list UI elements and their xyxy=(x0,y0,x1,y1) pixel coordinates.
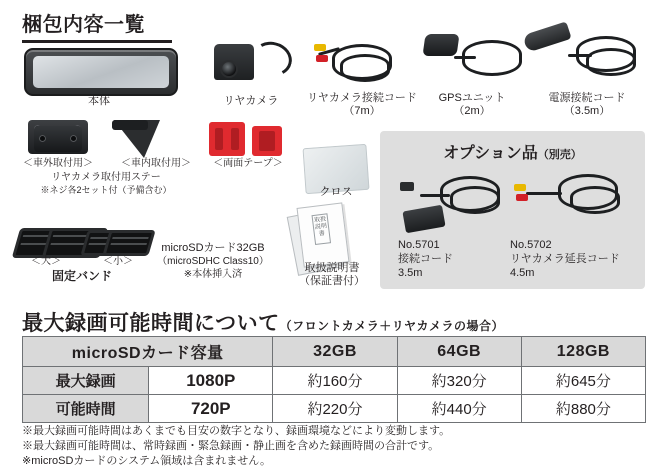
table-header-32gb: 32GB xyxy=(273,337,397,367)
manual-image xyxy=(297,202,350,267)
table-row xyxy=(23,395,646,423)
caption-stay-line2: ※ネジ各2セット付（予備含む） xyxy=(40,185,172,195)
stay-hole xyxy=(70,135,77,142)
stay-inside-image xyxy=(110,118,172,160)
option-5702-plug-red xyxy=(516,194,528,201)
caption-gps-unit xyxy=(424,92,520,118)
caption-band-small: ＜小＞ xyxy=(103,256,133,267)
caption-option-5701 xyxy=(398,238,453,280)
page-title-rec-time xyxy=(22,307,504,337)
rear-camera-image xyxy=(208,38,294,94)
rear-camera-cord-image xyxy=(318,34,424,92)
page-title-rec-time-sub: （フロントカメラ＋リヤカメラの場合） xyxy=(279,319,504,333)
caption-option-5701-line3: 3.5m xyxy=(398,267,423,279)
caption-microsd xyxy=(138,242,288,281)
table-cell-720p-64gb: 約440分 xyxy=(397,395,521,423)
table-rowhead-line1: 最大録画 xyxy=(23,367,149,395)
caption-gps-line2: （2m） xyxy=(453,105,491,117)
option-5702-lead xyxy=(526,192,562,195)
table-header-64gb: 64GB xyxy=(397,337,521,367)
cord-plug-yellow xyxy=(314,44,326,51)
notes-block xyxy=(22,424,652,469)
stay-outside-image-2 xyxy=(34,126,82,152)
option-5702-plug-yellow xyxy=(514,184,526,191)
caption-main-unit: 本体 xyxy=(88,95,110,107)
option-panel-title-sub: （別売） xyxy=(537,149,582,161)
caption-rear-camera-cord xyxy=(300,92,424,118)
power-lead xyxy=(568,54,592,57)
table-resolution-720p: 720P xyxy=(149,395,273,423)
caption-tag-outside: ＜車外取付用＞ xyxy=(23,158,93,169)
caption-gps-line1: GPSユニット xyxy=(438,92,506,104)
caption-option-5701-line2: 接続コード xyxy=(398,253,453,265)
caption-rear-camera-cord-line2: （7m） xyxy=(343,105,381,117)
power-cord-image xyxy=(524,28,646,92)
table-rowhead-line2: 可能時間 xyxy=(23,395,149,423)
caption-power-cord-line2: （3.5m） xyxy=(563,105,611,117)
tape-slot xyxy=(231,128,239,150)
tape-slot xyxy=(259,131,275,151)
table-resolution-1080p: 1080P xyxy=(149,367,273,395)
caption-stay xyxy=(8,172,204,197)
rec-time-table xyxy=(22,336,646,423)
cord-coil-inner xyxy=(340,54,390,82)
note-3: ※microSDカードのシステム領域は含まれません。 xyxy=(22,455,271,467)
manual-cover-label xyxy=(312,213,332,245)
title-underline xyxy=(22,40,172,43)
main-unit-screen xyxy=(33,56,169,88)
caption-rear-camera: リヤカメラ xyxy=(223,95,279,107)
manual-cover-line2: 説明書 xyxy=(314,223,328,238)
caption-microsd-line2: （microSDHC Class10） xyxy=(157,256,269,267)
rear-camera-lens xyxy=(220,60,238,78)
table-header-capacity: microSDカード容量 xyxy=(23,337,273,367)
cord-plug-red xyxy=(316,55,328,62)
rear-camera-cable xyxy=(248,38,295,81)
page-title-contents-text: 梱包内容一覧 xyxy=(22,14,145,36)
table-row xyxy=(23,367,646,395)
caption-power-cord xyxy=(528,92,646,118)
option-panel-title-text: オプション品 xyxy=(443,145,538,162)
caption-microsd-line1: microSDカード32GB xyxy=(161,242,265,254)
option-5701-coil-inner xyxy=(450,186,500,214)
page-title-rec-time-text: 最大録画可能時間について xyxy=(22,312,280,335)
stay-hole xyxy=(39,135,46,142)
caption-cloth: クロス xyxy=(319,186,353,198)
caption-option-5701-line1: No.5701 xyxy=(398,239,440,251)
caption-manual xyxy=(286,262,378,288)
double-sided-tape-2 xyxy=(252,126,282,156)
gps-lead xyxy=(454,56,476,59)
caption-stay-line1: リヤカメラ取付用ステー xyxy=(51,172,161,183)
caption-microsd-line3: ※本体挿入済 xyxy=(183,269,243,280)
caption-power-cord-line1: 電源接続コード xyxy=(548,92,626,104)
table-cell-1080p-32gb: 約160分 xyxy=(273,367,397,395)
caption-option-5702 xyxy=(510,238,620,280)
caption-tag-inside: ＜車内取付用＞ xyxy=(121,158,191,169)
table-cell-720p-32gb: 約220分 xyxy=(273,395,397,423)
table-cell-1080p-64gb: 約320分 xyxy=(397,367,521,395)
main-unit-image xyxy=(24,48,178,96)
band-rib xyxy=(112,237,149,239)
caption-option-5702-line1: No.5702 xyxy=(510,239,552,251)
power-plug xyxy=(522,21,571,52)
option-5702-coil-inner xyxy=(570,186,620,214)
power-coil-inner xyxy=(586,48,636,76)
caption-rear-camera-cord-line1: リヤカメラ接続コード xyxy=(307,92,417,104)
table-cell-720p-128gb: 約880分 xyxy=(521,395,645,423)
double-sided-tape-1 xyxy=(209,122,245,156)
table-header-row xyxy=(23,337,646,367)
caption-manual-line2: （保証書付） xyxy=(299,275,365,287)
option-5701-plug xyxy=(400,182,414,191)
caption-band: 固定バンド xyxy=(51,269,112,283)
caption-band-large: ＜大＞ xyxy=(31,256,61,267)
stay-inside-top xyxy=(112,120,148,130)
gps-puck xyxy=(422,34,459,56)
caption-manual-line1: 取扱説明書 xyxy=(304,262,360,274)
caption-option-5702-line3: 4.5m xyxy=(510,267,535,279)
manual-cover-line1: 取扱 xyxy=(313,216,327,224)
caption-option-5702-line2: リヤカメラ延長コード xyxy=(510,253,620,265)
option-panel-title xyxy=(380,140,645,163)
option-5701-lead xyxy=(420,194,450,197)
gps-unit-image xyxy=(424,34,520,92)
option-5702-image xyxy=(512,170,640,232)
table-header-128gb: 128GB xyxy=(521,337,645,367)
caption-tag-tape: ＜両面テープ＞ xyxy=(213,158,283,169)
note-1: ※最大録画可能時間はあくまでも目安の数字となり、録画環境などにより変動します。 xyxy=(22,425,451,437)
page-title-contents xyxy=(22,8,172,43)
tape-slot xyxy=(215,128,223,150)
note-2: ※最大録画可能時間は、常時録画・緊急録画・静止画を含めた録画時間の合計です。 xyxy=(22,440,440,452)
table-cell-1080p-128gb: 約645分 xyxy=(521,367,645,395)
